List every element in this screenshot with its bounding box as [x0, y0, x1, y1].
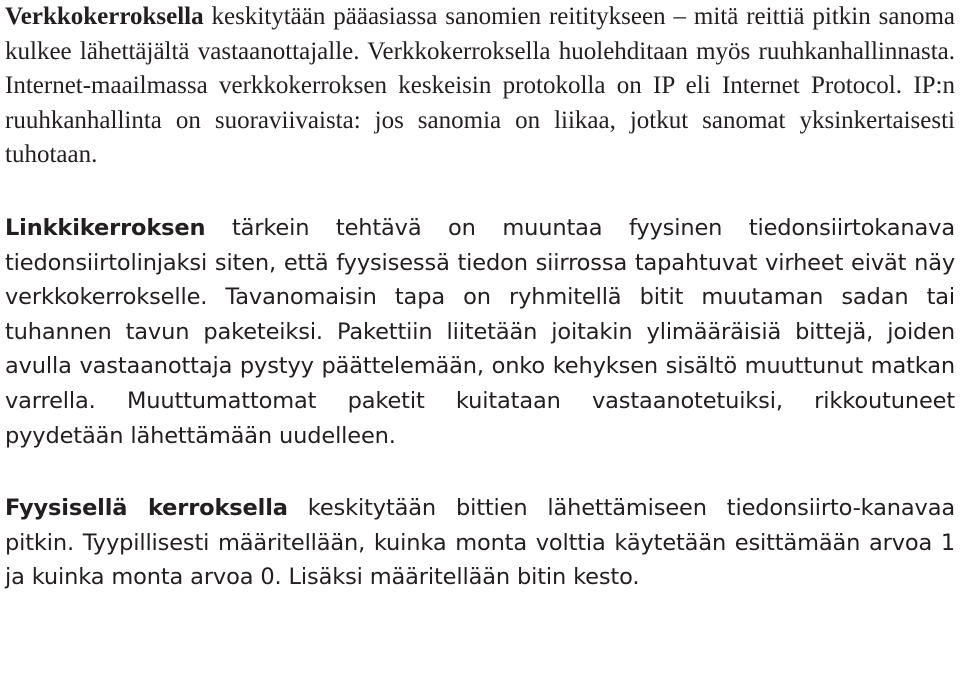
document-page	[5, 0, 955, 595]
paragraph-lead-term: Linkkikerroksen	[5, 214, 206, 241]
paragraph-lead-term: Verkkokerroksella	[5, 3, 204, 30]
paragraph-body: keskitytään bittien lähettämiseen tiedonsiirto-kanavaa pitkin. Tyypillisesti määritellään, kuinka monta volttia käytetään esittämään arvoa 1 ja kuinka monta arvoa 0. Lisäksi määritellään bitin kesto.	[5, 495, 955, 591]
paragraph-physical-layer	[5, 491, 955, 595]
paragraph-link-layer	[5, 211, 955, 453]
paragraph-lead-term: Fyysisellä kerroksella	[5, 495, 288, 522]
paragraph-network-layer	[5, 0, 955, 173]
paragraph-body: keskitytään pääasiassa sanomien reititykseen – mitä reittiä pitkin sanoma kulkee lähettäjältä vastaanottajalle. Verkkokerroksella huolehditaan myös ruuhkanhallinnasta. Internet-maailmassa verkkokerroksen keskeisin protokolla on IP eli Internet Protocol. IP:n ruuhkanhallinta on suoraviivaista: jos sanomia on liikaa, jotkut sanomat yksinkertaisesti tuhotaan.	[5, 3, 955, 169]
paragraph-body: tärkein tehtävä on muuntaa fyysinen tiedonsiirtokanava tiedonsiirtolinjaksi siten, että fyysisessä tiedon siirrossa tapahtuvat virheet eivät näy verkkokerrokselle. Tavanomaisin tapa on ryhmitellä bitit muutaman sadan tai tuhannen tavun paketeiksi. Pakettiin liitetään joitakin ylimääräisiä bittejä, joiden avulla vastaanottaja pystyy päättelemään, onko kehyksen sisältö muuttunut matkan varrella. Muuttumattomat paketit kuitataan vastaanotetuiksi, rikkoutuneet pyydetään lähettämään uudelleen.	[5, 214, 955, 449]
